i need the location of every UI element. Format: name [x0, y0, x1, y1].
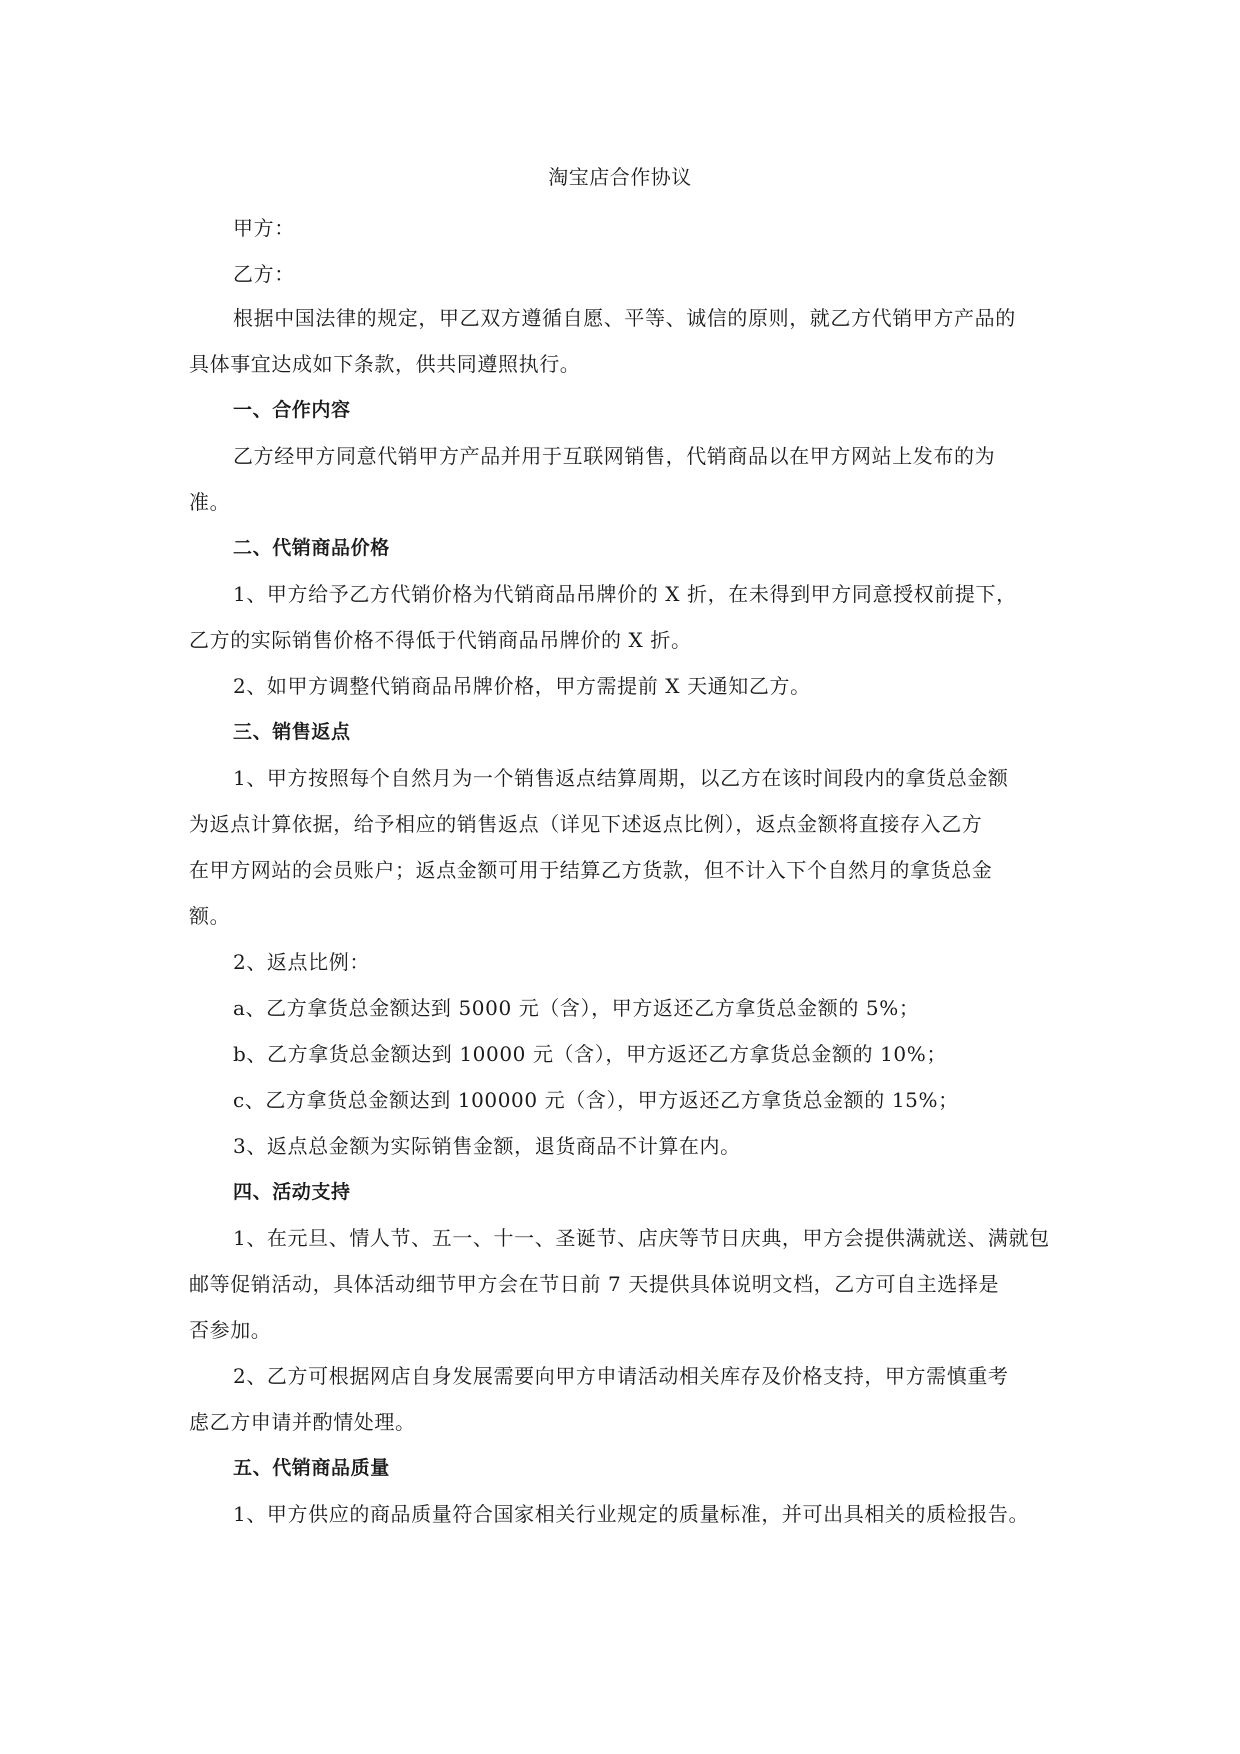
intro-line: 根据中国法律的规定，甲乙双方遵循自愿、平等、诚信的原则，就乙方代销甲方产品的	[233, 306, 1016, 330]
contract-body	[189, 295, 1057, 1537]
section-heading: 四、活动支持	[233, 1181, 351, 1203]
rebate-tier-a: a、乙方拿货总金额达到 5000 元（含），甲方返还乙方拿货总金额的 5%；	[233, 996, 920, 1020]
section-line: 否参加。	[189, 1318, 272, 1342]
section-heading: 五、代销商品质量	[233, 1457, 390, 1479]
rebate-tier-c: c、乙方拿货总金额达到 100000 元（含），甲方返还乙方拿货总金额的 15%；	[233, 1088, 959, 1112]
section-line: 1、甲方供应的商品质量符合国家相关行业规定的质量标准，并可出具相关的质检报告。	[233, 1502, 1030, 1526]
section-line: 1、甲方给予乙方代销价格为代销商品吊牌价的 X 折，在未得到甲方同意授权前提下，	[233, 582, 1017, 606]
section-line: 乙方的实际销售价格不得低于代销商品吊牌价的 X 折。	[189, 628, 692, 652]
section-line: 乙方经甲方同意代销甲方产品并用于互联网销售，代销商品以在甲方网站上发布的为	[233, 444, 996, 468]
party-a-label: 甲方：	[233, 216, 295, 240]
rebate-tier-b: b、乙方拿货总金额达到 10000 元（含），甲方返还乙方拿货总金额的 10%；	[233, 1042, 947, 1066]
parties-block	[189, 205, 1057, 297]
party-b-label: 乙方：	[233, 262, 295, 286]
section-line: 邮等促销活动，具体活动细节甲方会在节日前 7 天提供具体说明文档，乙方可自主选择是	[189, 1272, 1000, 1296]
section-heading: 二、代销商品价格	[233, 537, 390, 559]
section-line: 额。	[189, 904, 231, 928]
section-line: 1、在元旦、情人节、五一、十一、圣诞节、店庆等节日庆典，甲方会提供满就送、满就包	[233, 1226, 1050, 1250]
section-line: 为返点计算依据，给予相应的销售返点（详见下述返点比例），返点金额将直接存入乙方	[189, 812, 983, 836]
section-line: 2、乙方可根据网店自身发展需要向甲方申请活动相关库存及价格支持，甲方需慎重考	[233, 1364, 1009, 1388]
section-line: 1、甲方按照每个自然月为一个销售返点结算周期，以乙方在该时间段内的拿货总金额	[233, 766, 1009, 790]
section-line: 3、返点总金额为实际销售金额，退货商品不计算在内。	[233, 1134, 741, 1158]
section-line: 2、如甲方调整代销商品吊牌价格，甲方需提前 X 天通知乙方。	[233, 674, 811, 698]
section-heading: 三、销售返点	[233, 721, 351, 743]
section-line: 2、返点比例：	[233, 950, 370, 974]
section-line: 虑乙方申请并酌情处理。	[189, 1410, 416, 1434]
section-line: 在甲方网站的会员账户；返点金额可用于结算乙方货款，但不计入下个自然月的拿货总金	[189, 858, 993, 882]
intro-line: 具体事宜达成如下条款，供共同遵照执行。	[189, 352, 581, 376]
section-heading: 一、合作内容	[233, 399, 351, 421]
section-line: 准。	[189, 490, 231, 514]
document-title: 淘宝店合作协议	[548, 165, 692, 189]
